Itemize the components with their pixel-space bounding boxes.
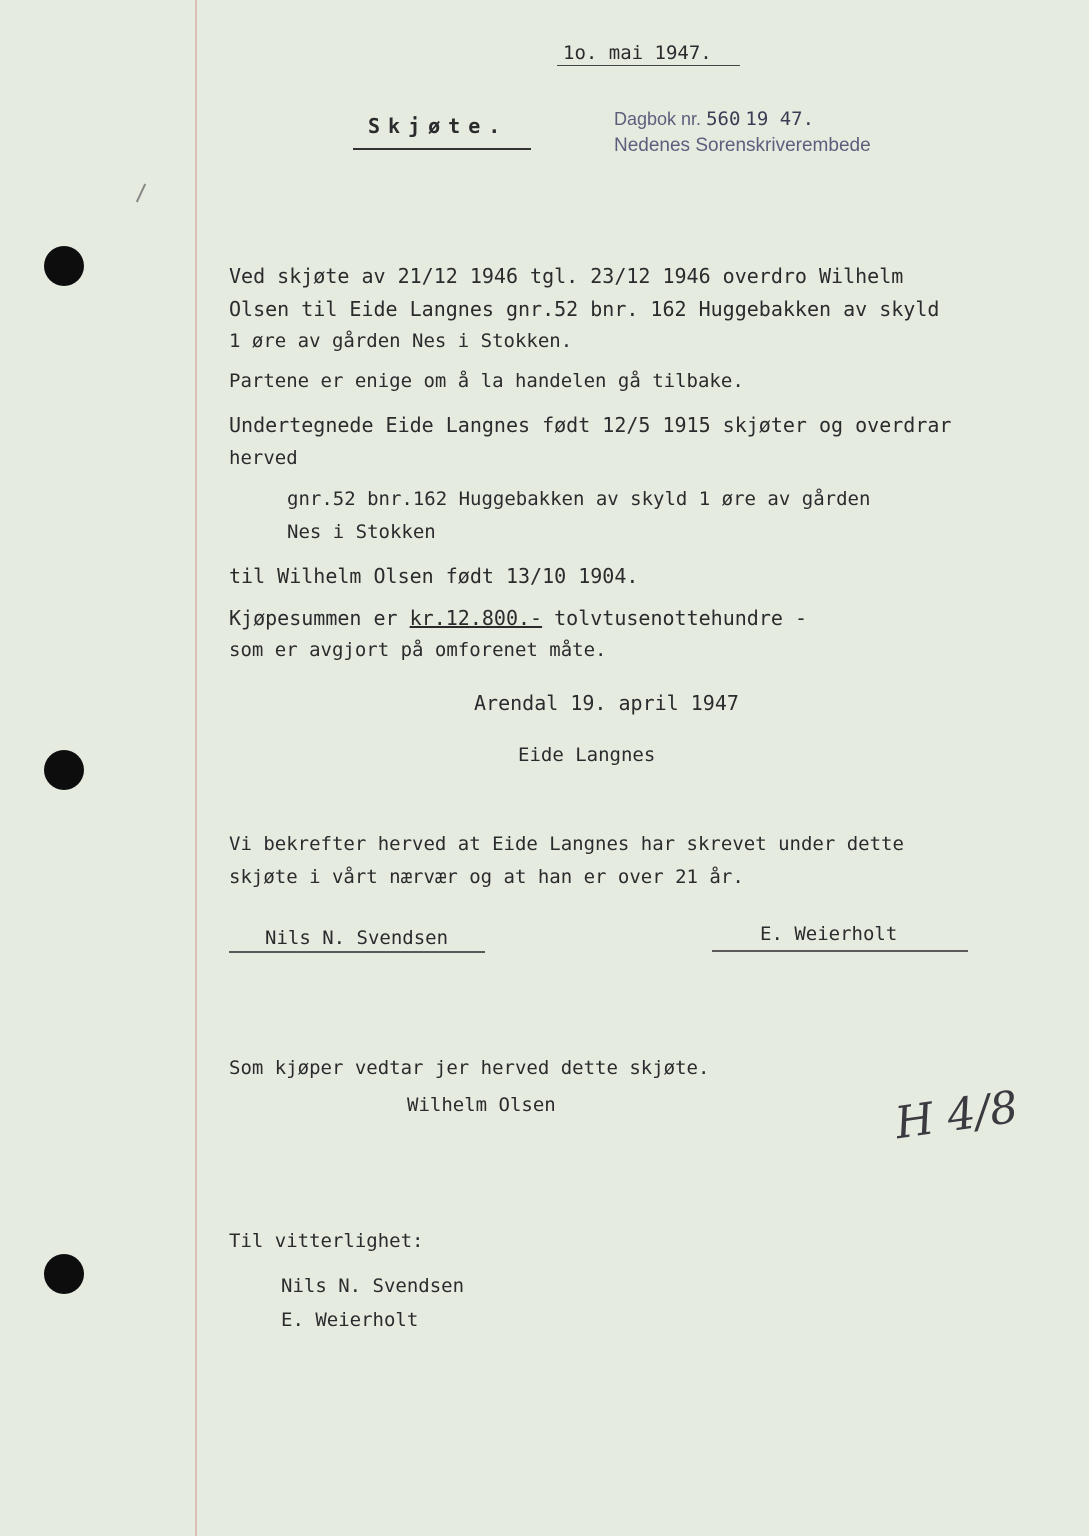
attestation-heading: Til vitterlighet: bbox=[229, 1230, 424, 1252]
stamp-number: 560 bbox=[706, 108, 741, 130]
property-line: Nes i Stokken bbox=[287, 521, 436, 543]
stamp-office: Nedenes Sorenskriverembede bbox=[614, 135, 871, 156]
stamp-year: 19 47. bbox=[745, 108, 815, 130]
purchase-sum-words: tolvtusenottehundre - bbox=[542, 606, 807, 630]
paragraph-line: til Wilhelm Olsen født 13/10 1904. bbox=[229, 564, 639, 588]
attestation-witness: Nils N. Svendsen bbox=[281, 1275, 465, 1297]
property-line: gnr.52 bnr.162 Huggebakken av skyld 1 øre av gården bbox=[287, 488, 871, 510]
paragraph-line: Ved skjøte av 21/12 1946 tgl. 23/12 1946 overdro Wilhelm bbox=[229, 264, 904, 288]
attestation-witness: E. Weierholt bbox=[281, 1309, 419, 1331]
date-underline bbox=[557, 65, 740, 66]
signature-line bbox=[229, 951, 485, 953]
pencil-mark bbox=[136, 184, 146, 203]
handwritten-note: H 4/8 bbox=[892, 1081, 1022, 1150]
paragraph-line: Olsen til Eide Langnes gnr.52 bnr. 162 Huggebakken av skyld bbox=[229, 297, 940, 321]
paragraph-line: Undertegnede Eide Langnes født 12/5 1915 skjøter og overdrar bbox=[229, 413, 952, 437]
purchase-sum-prefix: Kjøpesummen er bbox=[229, 606, 410, 630]
punch-hole-icon bbox=[44, 750, 84, 790]
witness-signature: Nils N. Svendsen bbox=[265, 927, 449, 949]
seller-signature: Eide Langnes bbox=[518, 744, 656, 766]
purchase-amount: kr.12.800.- bbox=[409, 606, 543, 630]
margin-line bbox=[195, 0, 197, 1536]
document-title: Skjøte. bbox=[368, 114, 509, 138]
paragraph-line: herved bbox=[229, 447, 298, 469]
paragraph-line: som er avgjort på omforenet måte. bbox=[229, 639, 607, 661]
stamp-prefix: Dagbok nr. bbox=[614, 109, 702, 129]
title-underline bbox=[353, 148, 531, 150]
buyer-signature: Wilhelm Olsen bbox=[407, 1094, 556, 1116]
punch-hole-icon bbox=[44, 246, 84, 286]
witness-signature: E. Weierholt bbox=[760, 923, 898, 945]
paragraph-line: Som kjøper vedtar jer herved dette skjøte. bbox=[229, 1057, 710, 1079]
document-date: 1o. mai 1947. bbox=[563, 42, 712, 64]
place-date: Arendal 19. april 1947 bbox=[474, 691, 739, 715]
purchase-sum-line bbox=[229, 608, 807, 628]
paragraph-line: 1 øre av gården Nes i Stokken. bbox=[229, 330, 573, 352]
punch-hole-icon bbox=[44, 1254, 84, 1294]
paragraph-line: Partene er enige om å la handelen gå tilbake. bbox=[229, 370, 744, 392]
paragraph-line: skjøte i vårt nærvær og at han er over 21 år. bbox=[229, 866, 744, 888]
paragraph-line: Vi bekrefter herved at Eide Langnes har skrevet under dette bbox=[229, 833, 904, 855]
signature-line bbox=[712, 950, 968, 952]
registry-stamp bbox=[614, 108, 814, 130]
